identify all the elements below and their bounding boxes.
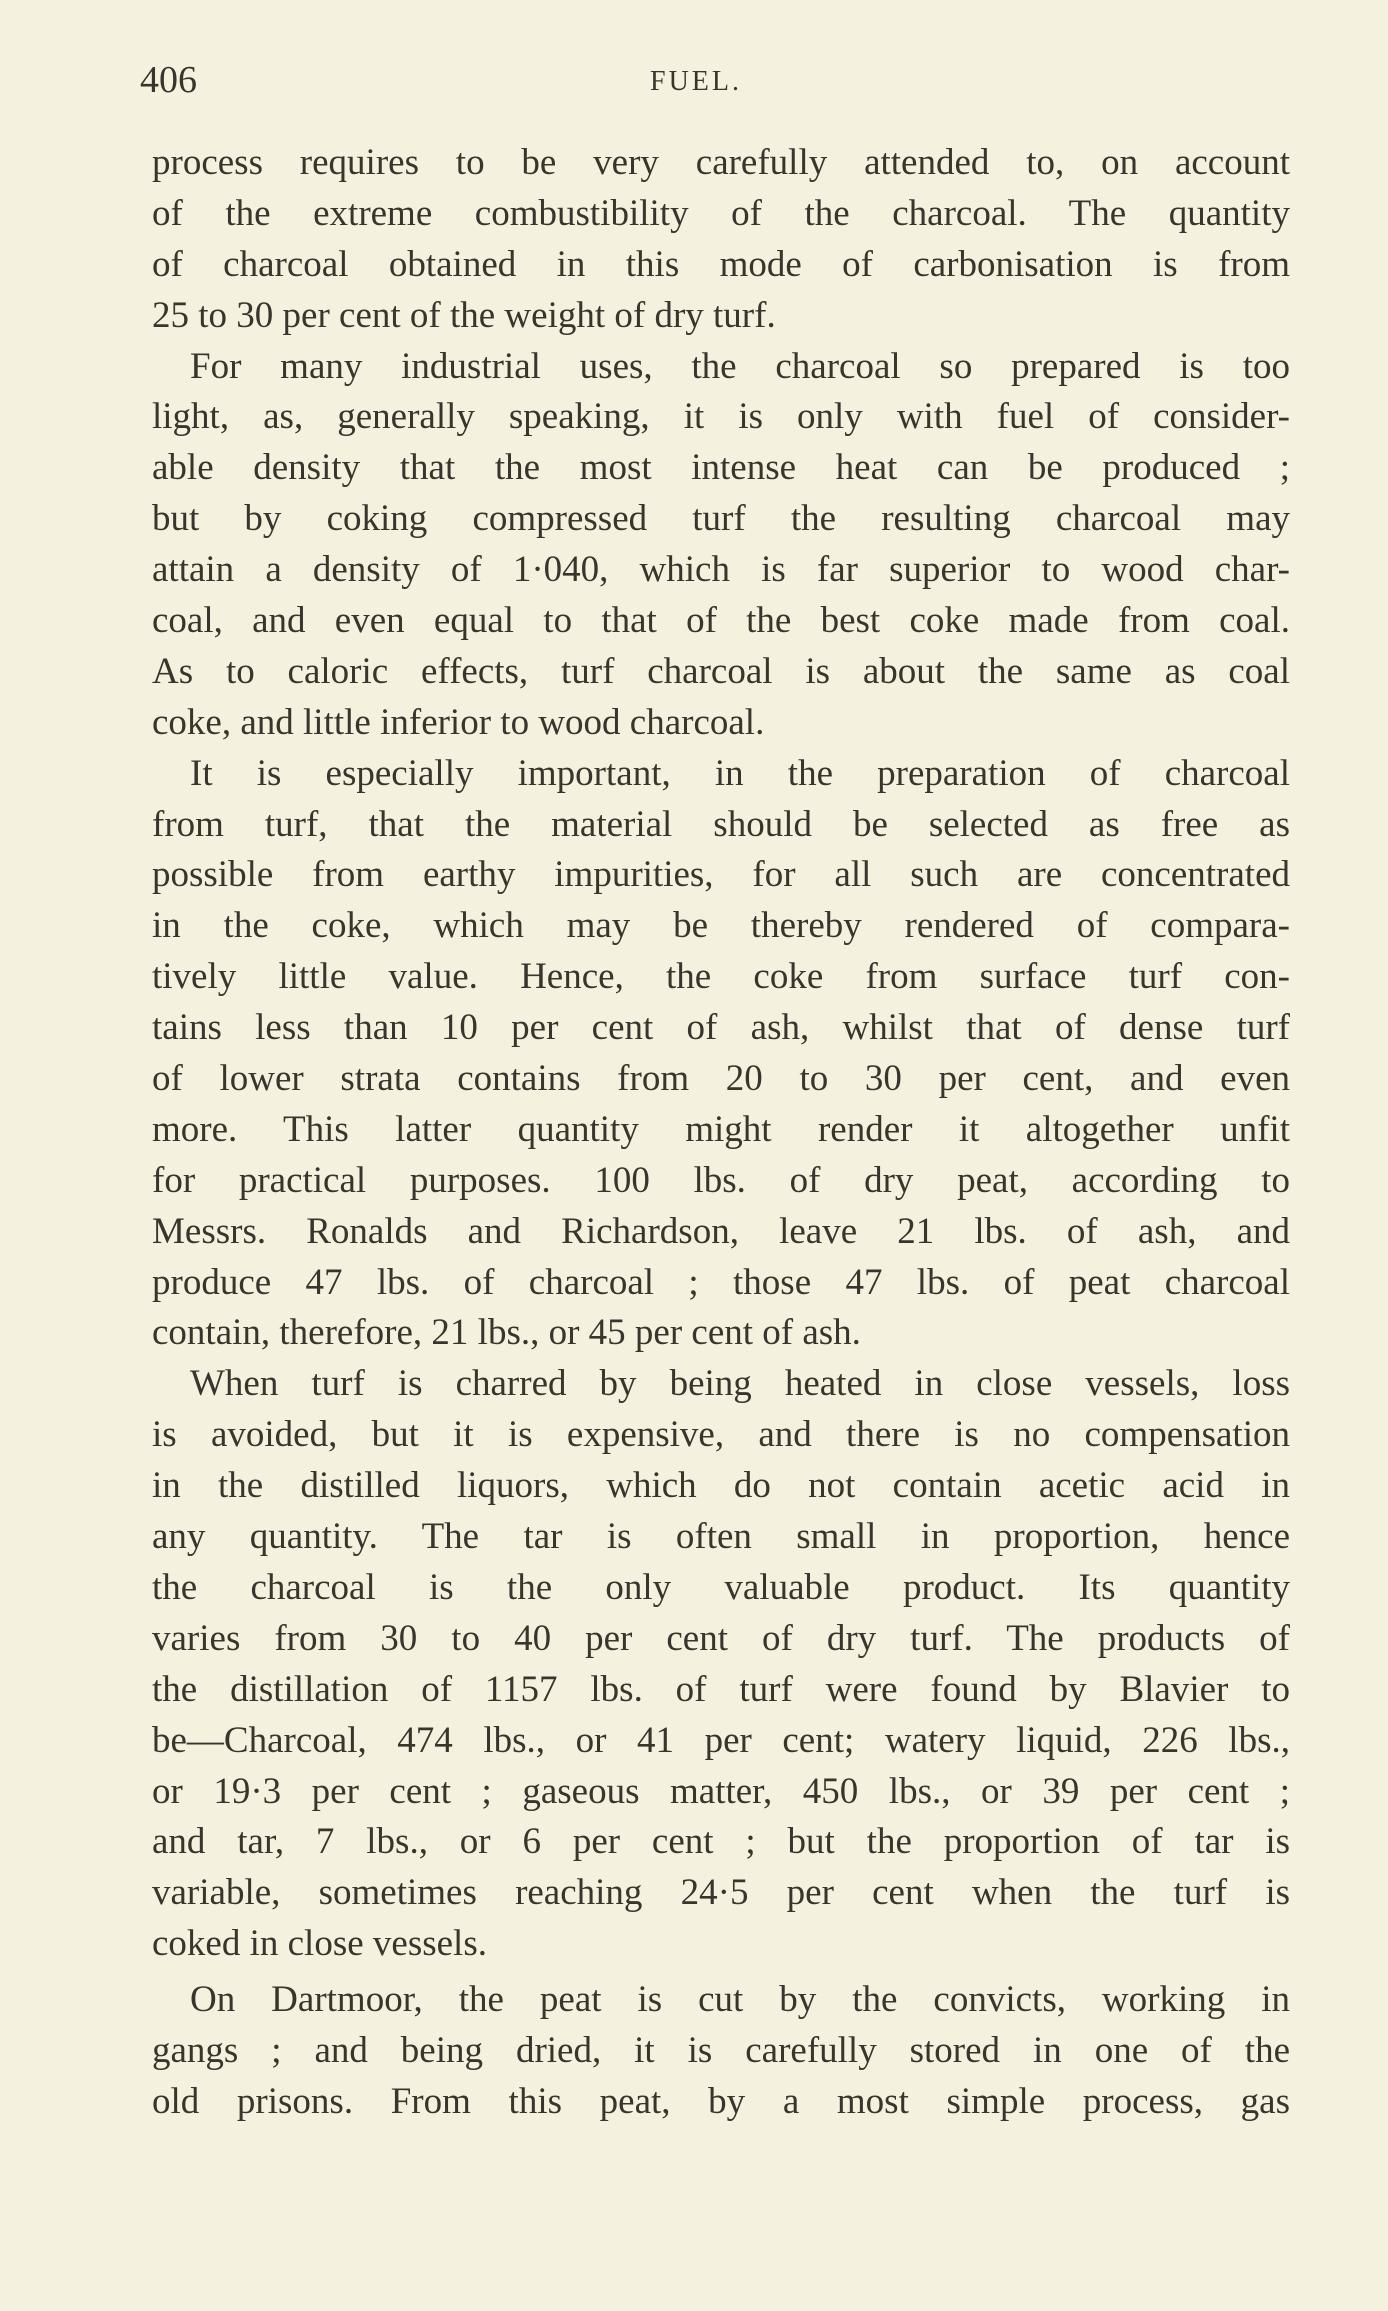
paragraph xyxy=(152,342,1290,749)
text-line: in the coke, which may be thereby rendered of compara- xyxy=(152,905,1290,947)
text-line: able density that the most intense heat can be produced ; xyxy=(152,447,1290,489)
text-line: the distillation of 1157 lbs. of turf were found by Blavier to xyxy=(152,1668,1290,1710)
paragraph xyxy=(152,749,1290,1360)
text-line: contain, therefore, 21 lbs., or 45 per cent of ash. xyxy=(152,1312,861,1354)
text-line: be—Charcoal, 474 lbs., or 41 per cent; watery liquid, 226 lbs., xyxy=(152,1719,1290,1761)
paragraph xyxy=(152,1359,1290,1970)
running-title: FUEL. xyxy=(650,66,742,97)
text-line: but by coking compressed turf the resulting charcoal may xyxy=(152,498,1290,540)
text-line: variable, sometimes reaching 24·5 per cent when the turf is xyxy=(152,1872,1290,1914)
text-line: coke, and little inferior to wood charcoal. xyxy=(152,701,765,743)
text-line: coal, and even equal to that of the best coke made from coal. xyxy=(152,600,1290,642)
text-line: Messrs. Ronalds and Richardson, leave 21 lbs. of ash, and xyxy=(152,1210,1290,1252)
text-line: the charcoal is the only valuable product. Its quantity xyxy=(152,1566,1290,1608)
text-line: varies from 30 to 40 per cent of dry turf. The products of xyxy=(152,1617,1290,1659)
text-line: old prisons. From this peat, by a most simple process, gas xyxy=(152,2080,1290,2122)
text-line: tively little value. Hence, the coke from surface turf con- xyxy=(152,956,1290,998)
text-line: It is especially important, in the preparation of charcoal xyxy=(190,752,1290,794)
text-line: tains less than 10 per cent of ash, whilst that of dense turf xyxy=(152,1007,1290,1049)
text-line: any quantity. The tar is often small in proportion, hence xyxy=(152,1516,1290,1558)
page-number: 406 xyxy=(140,59,197,101)
text-line: of the extreme combustibility of the charcoal. The quantity xyxy=(152,192,1290,234)
text-line: produce 47 lbs. of charcoal ; those 47 lbs. of peat charcoal xyxy=(152,1261,1290,1303)
text-line: attain a density of 1·040, which is far superior to wood char- xyxy=(152,549,1290,591)
paragraph xyxy=(152,138,1290,342)
text-line: As to caloric effects, turf charcoal is about the same as coal xyxy=(152,650,1290,692)
text-line: in the distilled liquors, which do not contain acetic acid in xyxy=(152,1465,1290,1507)
text-line: of charcoal obtained in this mode of carbonisation is from xyxy=(152,243,1290,285)
text-line: of lower strata contains from 20 to 30 per cent, and even xyxy=(152,1058,1290,1100)
text-line: and tar, 7 lbs., or 6 per cent ; but the proportion of tar is xyxy=(152,1821,1290,1863)
text-line: process requires to be very carefully attended to, on account xyxy=(152,142,1290,183)
text-line: coked in close vessels. xyxy=(152,1923,487,1965)
paragraph xyxy=(152,1975,1290,2128)
text-line: or 19·3 per cent ; gaseous matter, 450 lbs., or 39 per cent ; xyxy=(152,1770,1290,1812)
text-line: light, as, generally speaking, it is only with fuel of consider- xyxy=(152,396,1290,438)
text-line: 25 to 30 per cent of the weight of dry turf. xyxy=(152,294,776,336)
text-line: gangs ; and being dried, it is carefully stored in one of the xyxy=(152,2029,1290,2071)
text-line: When turf is charred by being heated in close vessels, loss xyxy=(190,1363,1290,1405)
text-line: from turf, that the material should be selected as free as xyxy=(152,803,1290,845)
text-line: possible from earthy impurities, for all such are concentrated xyxy=(152,854,1290,896)
body-text xyxy=(152,138,1290,2128)
text-line: is avoided, but it is expensive, and there is no compensation xyxy=(152,1414,1290,1456)
text-line: For many industrial uses, the charcoal so prepared is too xyxy=(190,345,1290,387)
text-line: On Dartmoor, the peat is cut by the convicts, working in xyxy=(190,1979,1290,2021)
text-line: more. This latter quantity might render it altogether unfit xyxy=(152,1108,1290,1150)
text-line: for practical purposes. 100 lbs. of dry peat, according to xyxy=(152,1159,1290,1201)
